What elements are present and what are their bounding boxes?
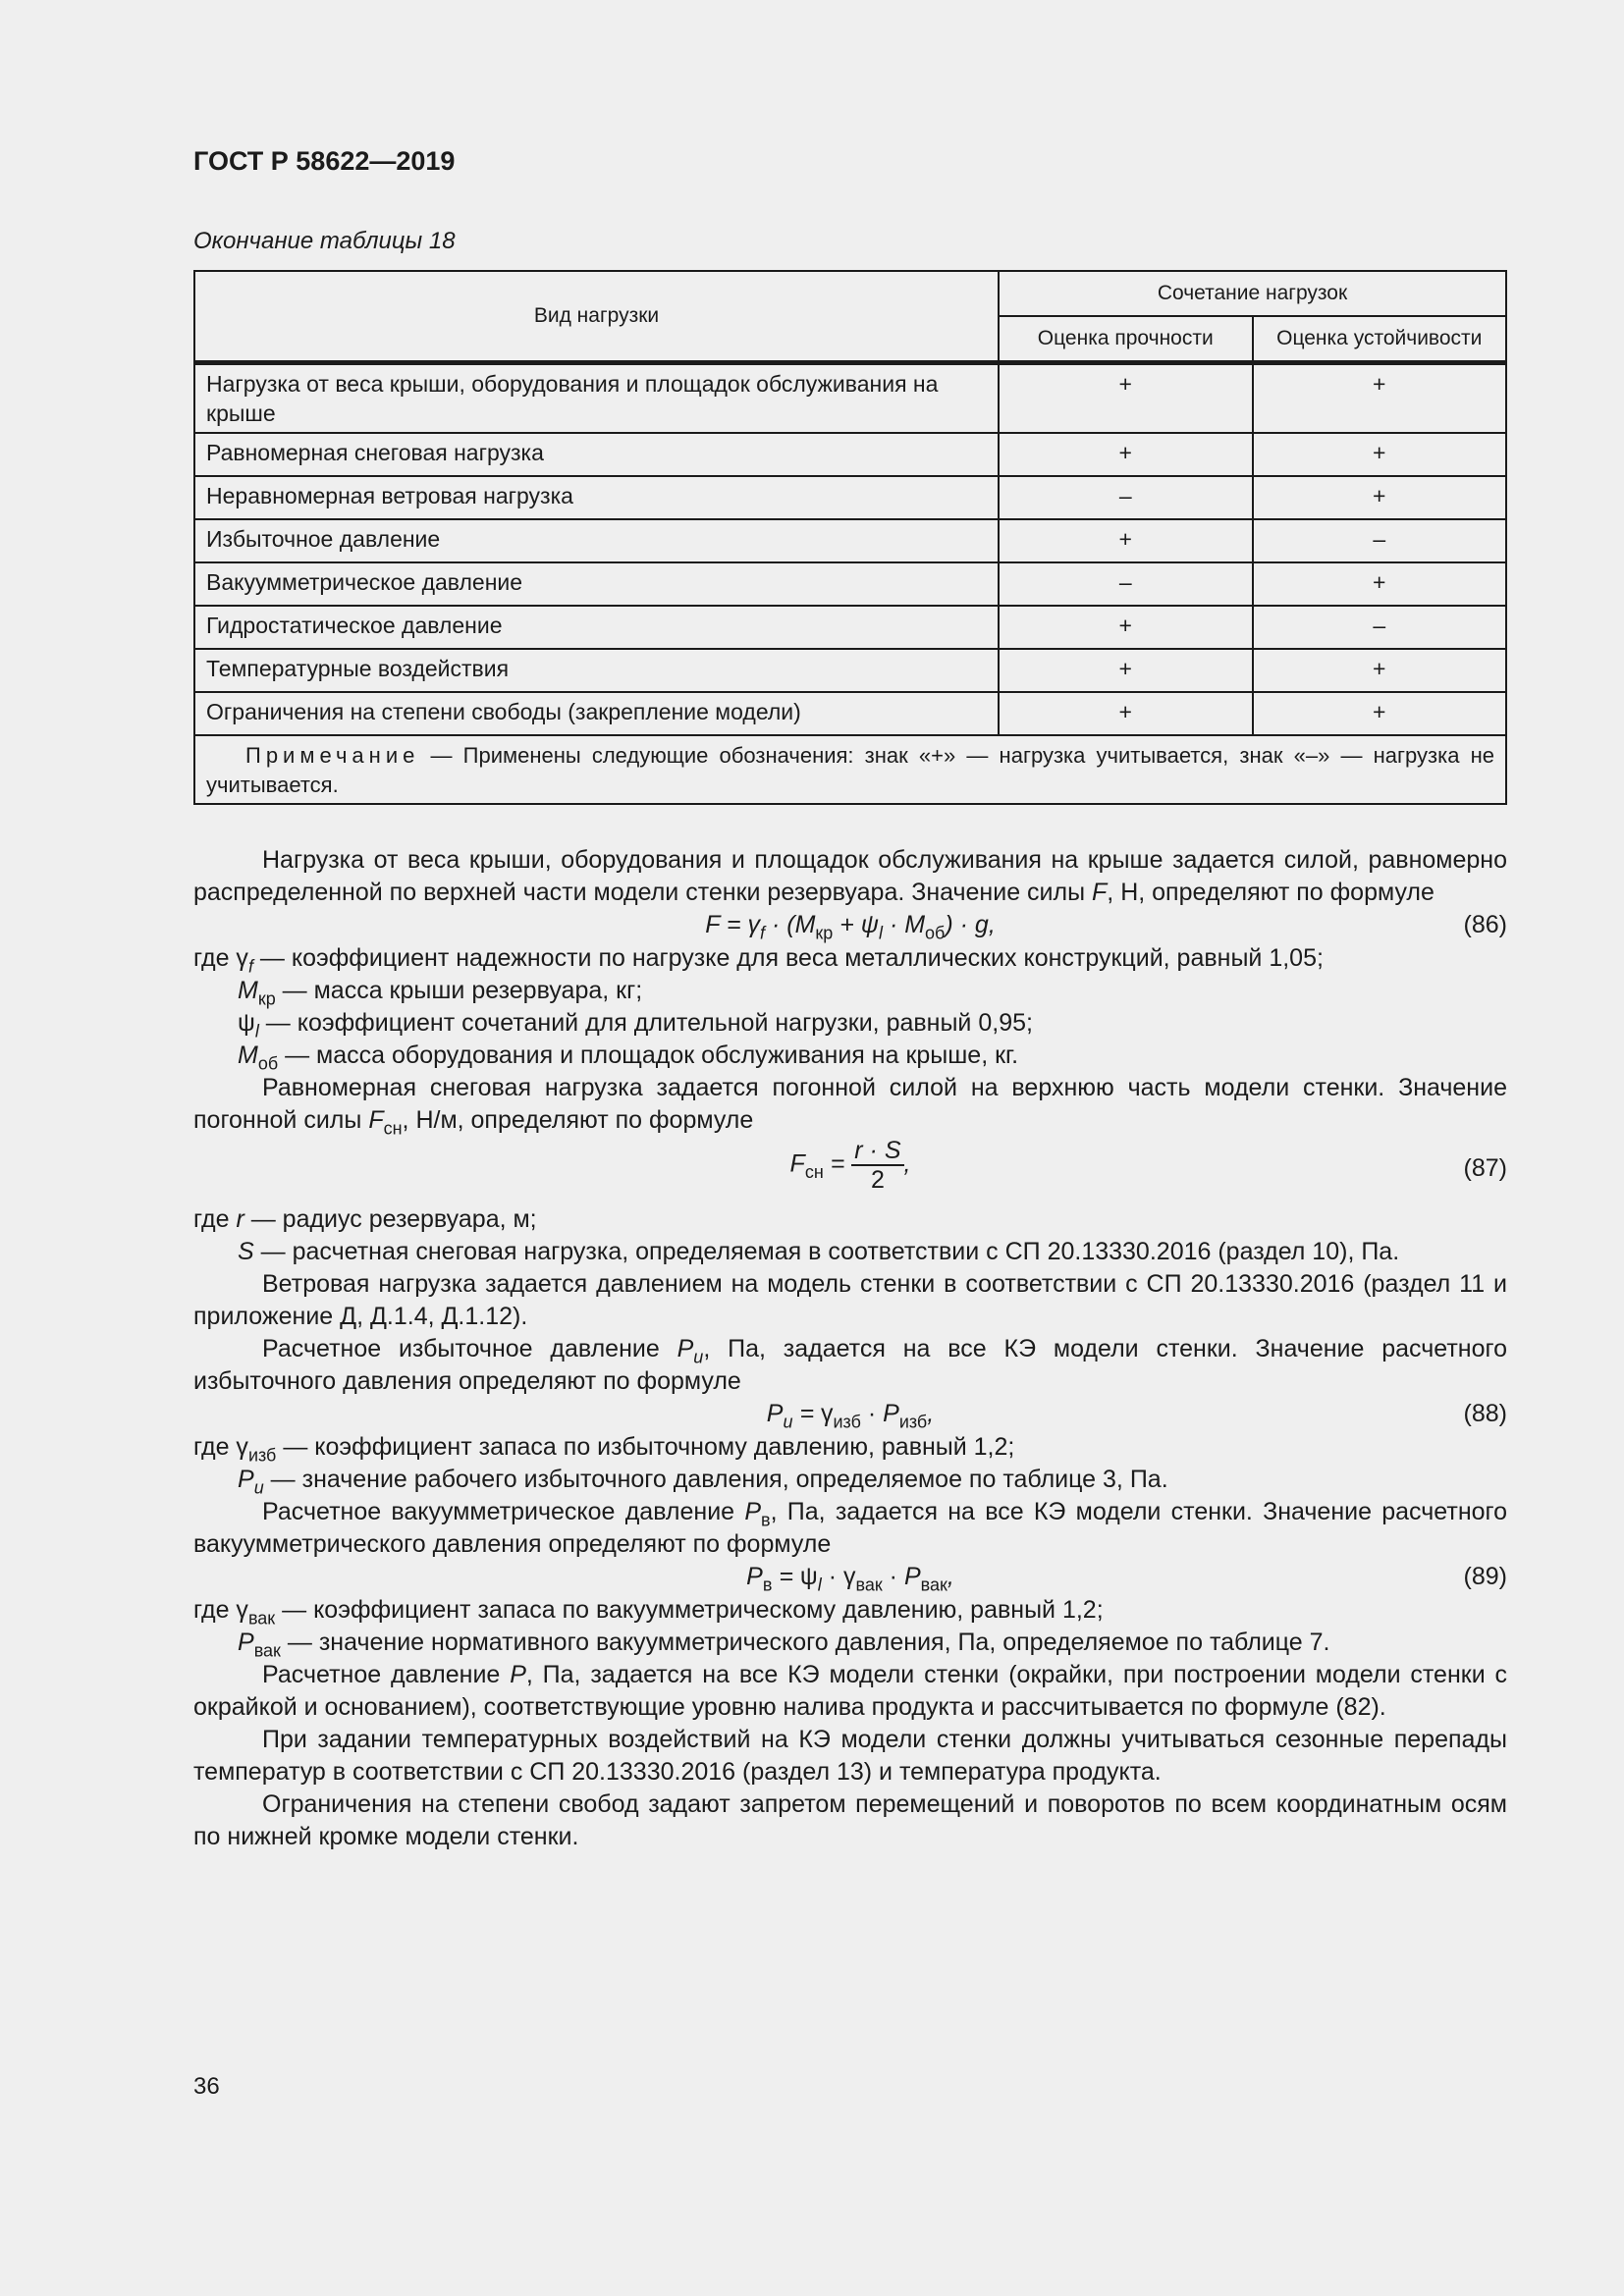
where-87-s: S — расчетная снеговая нагрузка, определяемая в соответствии с СП 20.13330.2016 (раздел 10), Па. bbox=[238, 1238, 1400, 1265]
formula-88 bbox=[193, 1398, 1507, 1431]
column-header-combination: Сочетание нагрузок bbox=[999, 271, 1506, 316]
formula-86-expression: $F = \gamma_f \cdot (M_{кр} + \psi_l \cdot M_{об}) \cdot g$, bbox=[705, 911, 996, 943]
where-89-gamma: где $\gamma_{вак}$ — коэффициент запаса по вакуумметрическому давлению, равный 1,2; bbox=[193, 1596, 1104, 1629]
where-86-m-kr: $M_{кр}$ — масса крыши резервуара, кг; bbox=[238, 977, 643, 1009]
where-89-p-vak: $P_{вак}$ — значение нормативного вакуумметрического давления, Па, определяемое по таблице 7. bbox=[238, 1629, 1330, 1661]
column-header-load-type: Вид нагрузки bbox=[194, 271, 999, 363]
load-type-cell: Температурные воздействия bbox=[194, 649, 999, 692]
paragraph-vacuum: Расчетное вакуумметрическое давление $P_в$, Па, задается на все КЭ модели стенки. Значение расчетного вакуумметрического давления определяют по формуле bbox=[193, 1498, 1507, 1558]
note-text: — Применены следующие обозначения: знак «+» — нагрузка учитывается, знак «–» — нагрузка не учитывается. bbox=[206, 743, 1494, 797]
table-note bbox=[194, 735, 1506, 804]
loads-table bbox=[193, 270, 1507, 805]
where-86-psi-l: $\psi_l$ — коэффициент сочетаний для длительной нагрузки, равный 0,95; bbox=[238, 1009, 1033, 1041]
paragraph-temperature: При задании температурных воздействий на КЭ модели стенки должны учитываться сезонные перепады температур в соответствии с СП 20.13330.2016 (раздел 13) и температура продукта. bbox=[193, 1726, 1507, 1786]
load-type-cell: Равномерная снеговая нагрузка bbox=[194, 433, 999, 476]
table-caption: Окончание таблицы 18 bbox=[193, 228, 456, 254]
stability-cell: – bbox=[1253, 606, 1507, 649]
paragraph-snow-load: Равномерная снеговая нагрузка задается погонной силой на верхнюю часть модели стенки. Значение погонной силы $F_{сн}$, Н/м, определяют по формуле bbox=[193, 1074, 1507, 1139]
load-type-cell: Ограничения на степени свободы (закрепление модели) bbox=[194, 692, 999, 735]
where-86-gamma-f: где $\gamma_f$ — коэффициент надежности по нагрузке для веса металлических конструкций, равный 1,05; bbox=[193, 944, 1324, 977]
formula-89-number: (89) bbox=[1463, 1563, 1507, 1590]
column-header-strength: Оценка прочности bbox=[999, 316, 1253, 363]
strength-cell: + bbox=[999, 363, 1253, 434]
where-88-gamma: где $\gamma_{изб}$ — коэффициент запаса по избыточному давлению, равный 1,2; bbox=[193, 1433, 1015, 1466]
fraction: $\frac{r \cdot S}{2}$ bbox=[851, 1137, 903, 1194]
stability-cell: – bbox=[1253, 519, 1507, 562]
formula-88-expression: $P_u = \gamma_{изб} \cdot P_{изб}$, bbox=[766, 1400, 935, 1432]
formula-87 bbox=[193, 1137, 1507, 1203]
note-label: Примечание bbox=[245, 743, 420, 768]
where-88-pu: $P_u$ — значение рабочего избыточного давления, определяемое по таблице 3, Па. bbox=[238, 1466, 1168, 1498]
strength-cell: – bbox=[999, 476, 1253, 519]
formula-86 bbox=[193, 909, 1507, 942]
body-text bbox=[193, 844, 1507, 1853]
strength-cell: + bbox=[999, 433, 1253, 476]
stability-cell: + bbox=[1253, 433, 1507, 476]
where-86-m-ob: $M_{об}$ — масса оборудования и площадок обслуживания на крыше, кг. bbox=[238, 1041, 1019, 1074]
standard-header: ГОСТ Р 58622—2019 bbox=[193, 146, 456, 176]
page-number: 36 bbox=[193, 2073, 220, 2100]
table-row bbox=[194, 476, 1506, 519]
column-header-stability: Оценка устойчивости bbox=[1253, 316, 1507, 363]
formula-89 bbox=[193, 1561, 1507, 1594]
formula-86-number: (86) bbox=[1463, 911, 1507, 938]
table-row bbox=[194, 606, 1506, 649]
formula-87-number: (87) bbox=[1463, 1154, 1507, 1182]
paragraph-constraints: Ограничения на степени свобод задают запретом перемещений и поворотов по всем координатным осям по нижней кромке модели стенки. bbox=[193, 1790, 1507, 1850]
paragraph-overpressure: Расчетное избыточное давление $P_u$, Па, задается на все КЭ модели стенки. Значение расчетного избыточного давления определяют по формуле bbox=[193, 1335, 1507, 1395]
load-type-cell: Избыточное давление bbox=[194, 519, 999, 562]
strength-cell: + bbox=[999, 649, 1253, 692]
stability-cell: + bbox=[1253, 562, 1507, 606]
load-type-cell: Неравномерная ветровая нагрузка bbox=[194, 476, 999, 519]
stability-cell: + bbox=[1253, 692, 1507, 735]
table-row bbox=[194, 649, 1506, 692]
formula-87-expression: $F_{сн}$ = $\frac{r \cdot S}{2}$ , bbox=[789, 1137, 911, 1194]
strength-cell: + bbox=[999, 692, 1253, 735]
table-row bbox=[194, 519, 1506, 562]
paragraph-design-pressure: Расчетное давление P, Па, задается на все КЭ модели стенки (окрайки, при построении модели стенки с окрайкой и основанием), соответствующие уровню налива продукта и рассчитывается по формуле (82). bbox=[193, 1661, 1507, 1721]
paragraph-wind-load: Ветровая нагрузка задается давлением на модель стенки в соответствии с СП 20.13330.2016 (раздел 11 и приложение Д, Д.1.4, Д.1.12). bbox=[193, 1270, 1507, 1330]
stability-cell: + bbox=[1253, 476, 1507, 519]
stability-cell: + bbox=[1253, 649, 1507, 692]
table-row bbox=[194, 562, 1506, 606]
strength-cell: – bbox=[999, 562, 1253, 606]
formula-89-expression: $P_в = \psi_l \cdot \gamma_{вак} \cdot P_{вак}$, bbox=[746, 1563, 954, 1595]
paragraph-roof-load: Нагрузка от веса крыши, оборудования и площадок обслуживания на крыше задается силой, равномерно распределенной по верхней части модели стенки резервуара. Значение силы F, Н, определяют по формуле bbox=[193, 846, 1507, 906]
table-row bbox=[194, 433, 1506, 476]
table-row bbox=[194, 363, 1506, 434]
formula-88-number: (88) bbox=[1463, 1400, 1507, 1427]
table-row bbox=[194, 692, 1506, 735]
load-type-cell: Нагрузка от веса крыши, оборудования и площадок обслуживания на крыше bbox=[194, 363, 999, 434]
strength-cell: + bbox=[999, 519, 1253, 562]
load-type-cell: Вакуумметрическое давление bbox=[194, 562, 999, 606]
load-type-cell: Гидростатическое давление bbox=[194, 606, 999, 649]
stability-cell: + bbox=[1253, 363, 1507, 434]
strength-cell: + bbox=[999, 606, 1253, 649]
where-87-r: где r — радиус резервуара, м; bbox=[193, 1205, 537, 1233]
